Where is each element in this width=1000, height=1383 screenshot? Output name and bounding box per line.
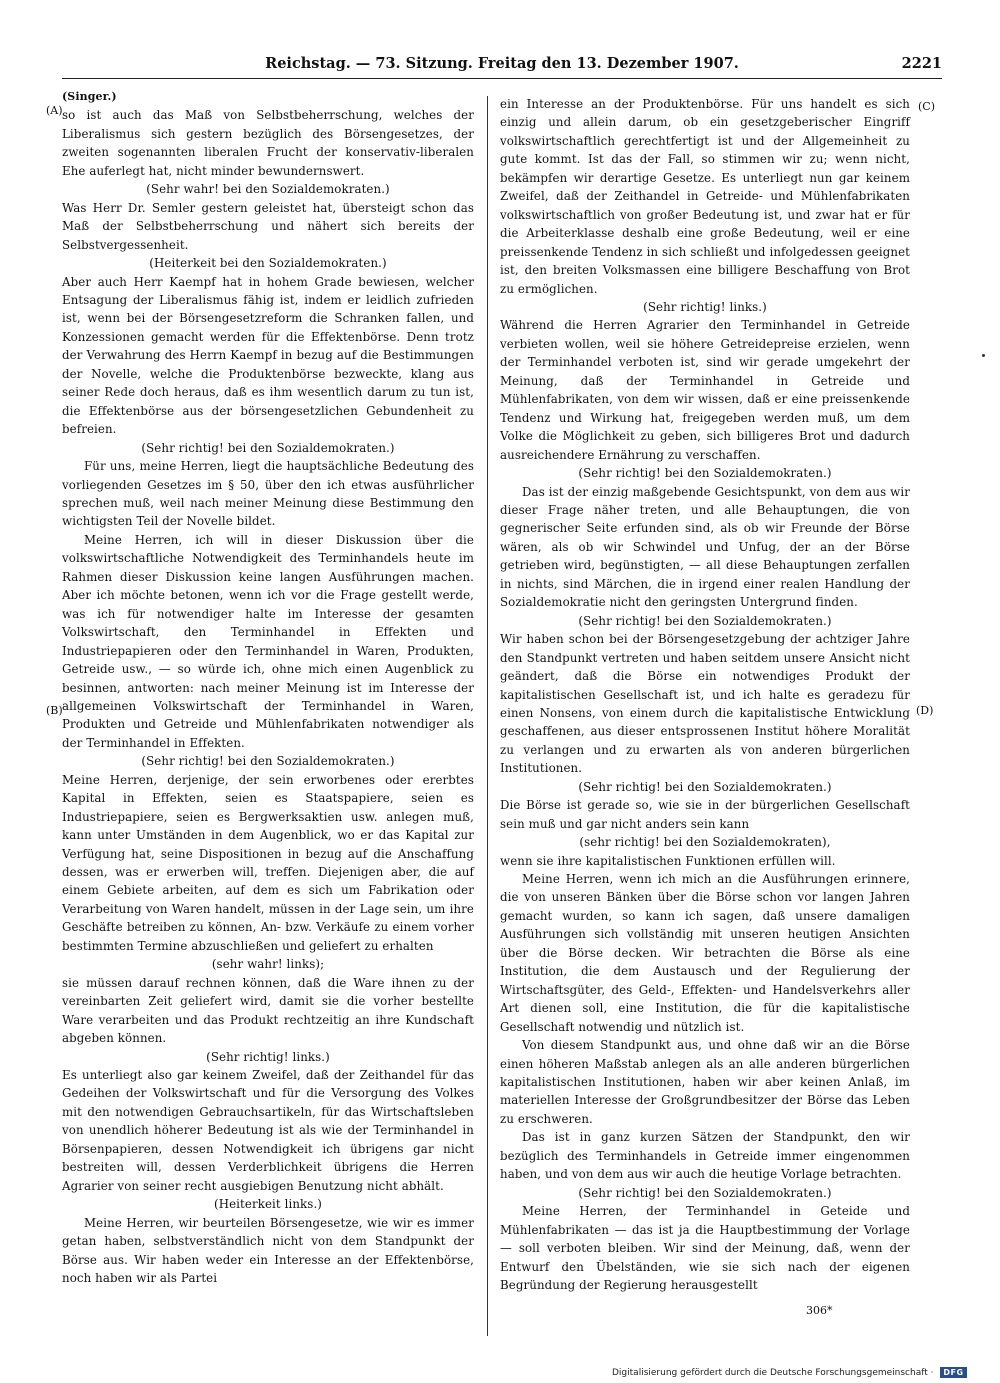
margin-dot <box>982 354 985 357</box>
interjection: (Sehr richtig! bei den Sozialdemokraten.) <box>141 754 395 769</box>
interjection: (Heiterkeit links.) <box>214 1197 322 1212</box>
footer-text: Digitalisierung gefördert durch die Deutsche Forschungsgemeinschaft · <box>612 1368 934 1378</box>
paragraph: Meine Herren, wenn ich mich an die Ausführungen erinnere, die von unseren Bänken über die Börse schon vor langen Jahren gemacht wurden, so kann ich sagen, daß unsere damaligen Ausführungen sich vollständig mit unseren heutigen Ansichten über die Börse decken. Wir betrachten die Börse als eine Institution, die dem Austausch und der Regulierung der Wirtschaftsgüter, des Geld-, Effekten- und Handelsverkehrs aller Art dienen soll, eine Institution, die für die kapitalistische Gesellschaft notwendig und nützlich ist. <box>500 872 910 1034</box>
interjection: (Sehr richtig! bei den Sozialdemokraten.) <box>141 440 395 455</box>
footer <box>612 1367 967 1380</box>
paragraph: Für uns, meine Herren, liegt die hauptsächliche Bedeutung des vorliegenden Gesetzes im § 50, über den ich etwas ausführlicher sprechen muß, weil nach meiner Meinung diese Bestimmung den wichtigsten Teil der Novelle bildet. <box>62 459 474 529</box>
margin-marker-b: (B) <box>46 704 63 717</box>
interjection: (Sehr richtig! links.) <box>206 1049 330 1064</box>
paragraph: Die Börse ist gerade so, wie sie in der bürgerlichen Gesellschaft sein muß und gar nicht anders sein kann <box>500 798 910 831</box>
margin-marker-c: (C) <box>918 100 935 113</box>
paragraph: Das ist in ganz kurzen Sätzen der Standpunkt, den wir bezüglich des Terminhandels in Getreide immer eingenommen haben, und von dem aus wir auch die heutige Vorlage betrachten. <box>500 1130 910 1182</box>
paragraph: Das ist der einzig maßgebende Gesichtspunkt, von dem aus wir dieser Frage näher treten, und alle Behauptungen, die von gegnerischer Seite erfunden sind, als ob wir Freunde der Börse wären, als ob wir Schwindel und Unfug, der an der Börse getrieben wird, begünstigten, — all diese Behauptungen zerfallen in nichts, sind Märchen, die in irgend einer realen Handlung der Sozialdemokratie nicht den geringsten Untergrund finden. <box>500 484 910 610</box>
paragraph: wenn sie ihre kapitalistischen Funktionen erfüllen will. <box>500 853 836 868</box>
interjection: (Sehr richtig! bei den Sozialdemokraten.) <box>578 613 832 628</box>
page-number: 2221 <box>901 55 942 72</box>
margin-marker-a: (A) <box>46 104 63 117</box>
column-rule <box>487 96 488 1336</box>
speaker-name: (Singer.) <box>62 90 117 103</box>
paragraph: so ist auch das Maß von Selbstbeherrschung, welches der Liberalismus sich gestern bezüglich des Börsengesetzes, der zweiten sogenannten liberalen Frucht der konservativ-liberalen Ehe auferlegt hat, nicht minder bewundernswert. <box>62 108 474 178</box>
paragraph: ein Interesse an der Produktenbörse. Für uns handelt es sich einzig und allein darum, ob ein gesetzgeberischer Eingriff volkswirtschaftlich gerechtfertigt ist und der Allgemeinheit zu gute kommt. Ist das der Fall, so stimmen wir zu; wenn nicht, bekämpfen wir derartige Gesetze. Es unterliegt nun gar keinem Zweifel, daß der Zeithandel in Getreide- und Mühlenfabrikaten volkswirtschaftlich von großer Bedeutung ist, und zwar hat er für die Arbeiterklasse deshalb eine große Bedeutung, weil er eine preissenkende Tendenz in sich schließt und infolgedessen geeignet ist, den breiten Volksmassen eine billigere Beschaffung von Brot zu ermöglichen. <box>500 97 910 296</box>
dfg-logo: DFG <box>940 1367 966 1378</box>
header-rule <box>62 78 942 79</box>
right-column <box>500 95 910 1294</box>
interjection: (Sehr richtig! bei den Sozialdemokraten.) <box>578 1185 832 1200</box>
interjection: (Sehr richtig! bei den Sozialdemokraten.) <box>578 779 832 794</box>
paragraph: Aber auch Herr Kaempf hat in hohem Grade bewiesen, welcher Entsagung der Liberalismus fähig ist, indem er leidlich zufrieden ist, wenn bei der Börsengesetzreform die Schranken fallen, und Konzessionen gemacht werden für die Effektenbörse. Denn trotz der Verwahrung des Herrn Kaempf in bezug auf die Bestimmungen der Novelle, welche die Produktenbörse bezweckte, klang aus seiner Rede doch heraus, daß es ihm wesentlich darum zu tun ist, die Effektenbörse aus der börsengesetzlichen Gebundenheit zu befreien. <box>62 274 474 437</box>
interjection: (Sehr wahr! bei den Sozialdemokraten.) <box>146 182 390 197</box>
margin-marker-d: (D) <box>916 704 934 717</box>
paragraph: sie müssen darauf rechnen können, daß die Ware ihnen zu der vereinbarten Zeit geliefert wird, damit sie die vorher bestellte Ware verarbeiten und das Produkt rechtzeitig an ihre Kundschaft abgeben können. <box>62 975 474 1046</box>
interjection: (Sehr richtig! bei den Sozialdemokraten.) <box>578 466 832 481</box>
running-title: Reichstag. — 73. Sitzung. Freitag den 13. Dezember 1907. <box>265 55 739 72</box>
left-column <box>62 88 474 1287</box>
interjection: (Heiterkeit bei den Sozialdemokraten.) <box>149 256 387 271</box>
interjection: (sehr wahr! links); <box>211 957 325 972</box>
signature-mark: 306* <box>806 1304 833 1317</box>
paragraph: Was Herr Dr. Semler gestern geleistet hat, übersteigt schon das Maß der Selbstbeherrschung und nähert sich bereits der Selbstvergessenheit. <box>62 200 474 252</box>
paragraph: Meine Herren, wir beurteilen Börsengesetze, wie wir es immer getan haben, selbstverständlich nicht von dem Standpunkt der Börse aus. Wir haben weder ein Interesse an der Effektenbörse, noch haben wir als Partei <box>62 1215 474 1285</box>
paragraph: Meine Herren, der Terminhandel in Geteide und Mühlenfabrikaten — das ist ja die Hauptbestimmung der Vorlage — soll verboten bleiben. Wir sind der Meinung, daß, wenn der Entwurf den Übelständen, wie sie sich nach der eigenen Begründung der Regierung herausgestellt <box>500 1204 910 1292</box>
interjection: (Sehr richtig! links.) <box>643 299 767 314</box>
paragraph: Es unterliegt also gar keinem Zweifel, daß der Zeithandel für das Gedeihen der Volkswirtschaft und für die Versorgung des Volkes mit den notwendigen Gebrauchsartikeln, für das Wirtschaftsleben von unendlich höherer Bedeutung ist als wie der Terminhandel in Börsenpapieren, dessen Notwendigkeit ich übrigens gar nicht bestreiten will, dessen Verderblichkeit übrigens die Herren Agrarier von seiner recht ausgiebigen Benutzung nicht abhält. <box>62 1068 474 1193</box>
paragraph: Wir haben schon bei der Börsengesetzgebung der achtziger Jahre den Standpunkt vertreten und haben seitdem unsere Ansicht nicht geändert, daß die Börse ein notwendiges Produkt der kapitalistischen Gesellschaft ist, und ich halte es geradezu für einen Nonsens, von einem durch die kapitalistische Entwicklung geschaffenen, aus dieser entsprossenen Institut höhere Moralität zu verlangen und zu erwarten als von anderen bürgerlichen Institutionen. <box>500 632 910 776</box>
page-header <box>62 55 942 77</box>
paragraph: Meine Herren, derjenige, der sein erworbenes oder ererbtes Kapital in Effekten, seien es Staatspapiere, seien es Industriepapiere, seien es Bergwerksaktien usw. anlegen muß, kann unter Umständen in dem Augenblick, wo er das Kapital zur Verfügung hat, seine Dispositionen in bezug auf die Anschaffung dessen, was er erwerben will, treffen. Diejenigen aber, die auf einem Gebiete arbeiten, auf dem es sich um Fabrikation oder Verarbeitung von Waren handelt, müssen in der Lage sein, um ihre Geschäfte betreiben zu können, An- bzw. Verkäufe zu einem vorher bestimmten Termine abzuschließen und geliefert zu erhalten <box>62 772 474 953</box>
paragraph: Von diesem Standpunkt aus, und ohne daß wir an die Börse einen höheren Maßstab anlegen als an alle anderen bürgerlichen kapitalistischen Institutionen, haben wir aber keinen Anlaß, im materiellen Interesse der Großgrundbesitzer der Börse das Leben zu erschweren. <box>500 1038 910 1126</box>
paragraph: Meine Herren, ich will in dieser Diskussion über die volkswirtschaftliche Notwendigkeit des Terminhandels heute im Rahmen dieser Diskussion keine langen Ausführungen machen. Aber ich möchte betonen, wenn ich vor die Frage gestellt werde, was ich für notwendiger halte im Interesse der gesamten Volkswirtschaft, den Terminhandel in Effekten und Industriepapieren oder den Terminhandel in Waren, Produkten, Getreide usw., — so würde ich, ohne mich einen Augenblick zu besinnen, antworten: nach meiner Meinung ist im Interesse der allgemeinen Volkswirtschaft der Terminhandel in Waren, Produkten und Getreide und Mühlenfabrikaten notwendiger als der Terminhandel in Effekten. <box>62 532 474 750</box>
interjection: (sehr richtig! bei den Sozialdemokraten), <box>579 835 831 850</box>
paragraph: Während die Herren Agrarier den Terminhandel in Getreide verbieten wollen, weil sie höhere Getreidepreise erzielen, wenn der Terminhandel verboten ist, sind wir gerade umgekehrt der Meinung, daß der Terminhandel in Getreide und Mühlenfabrikaten, von dem wir wissen, daß er eine preissenkende Tendenz und Wirkung hat, freigegeben werden muß, um dem Volke die Möglichkeit zu geben, sich billigeres Brot und dadurch ausreichendere Ernährung zu verschaffen. <box>500 318 910 462</box>
